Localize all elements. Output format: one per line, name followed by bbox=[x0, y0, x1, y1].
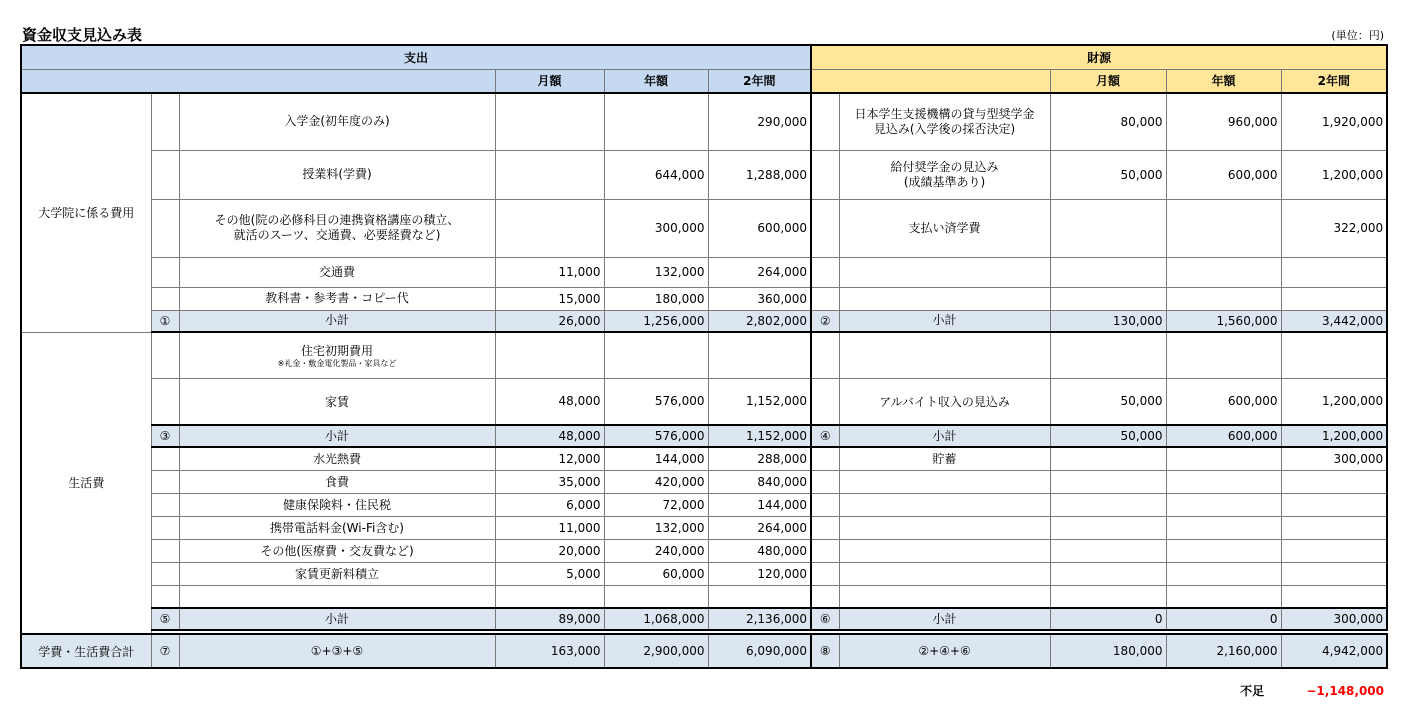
income-item: 小計 bbox=[839, 608, 1050, 630]
income-annual bbox=[1166, 447, 1281, 470]
table-row bbox=[21, 287, 1387, 310]
housing-initial-label: 住宅初期費用 bbox=[300, 343, 373, 358]
unit-label: (単位：円) bbox=[1331, 29, 1384, 42]
income-mark bbox=[811, 585, 839, 608]
income-mark bbox=[811, 516, 839, 539]
income-monthly bbox=[1050, 447, 1166, 470]
expense-item: 水光熱費 bbox=[179, 447, 495, 470]
expense-item: 授業料(学費) bbox=[179, 150, 495, 199]
income-header: 財源 bbox=[811, 45, 1387, 69]
expense-item: 交通費 bbox=[179, 257, 495, 287]
income-item: 支払い済学費 bbox=[839, 199, 1050, 257]
expense-monthly: 6,000 bbox=[495, 493, 604, 516]
income-annual bbox=[1166, 562, 1281, 585]
expense-item: 健康保険料・住民税 bbox=[179, 493, 495, 516]
part-time-monthly: 50,000 bbox=[1050, 378, 1166, 425]
expense-monthly: 15,000 bbox=[495, 287, 604, 310]
expense-mark: ⑤ bbox=[151, 608, 179, 630]
expense-monthly: 163,000 bbox=[495, 634, 604, 668]
table-row bbox=[21, 447, 1387, 470]
income-mark bbox=[811, 257, 839, 287]
expense-annual: 60,000 bbox=[604, 562, 708, 585]
table-row bbox=[21, 562, 1387, 585]
income-item bbox=[839, 562, 1050, 585]
rent-item: 家賃 bbox=[179, 378, 495, 425]
expense-monthly bbox=[495, 199, 604, 257]
income-value bbox=[1050, 332, 1166, 378]
part-time-annual: 600,000 bbox=[1166, 378, 1281, 425]
part-time-item: アルバイト収入の見込み bbox=[839, 378, 1050, 425]
expense-annual: 2,900,000 bbox=[604, 634, 708, 668]
housing-initial-note: ※礼金・敷金電化製品・家具など bbox=[277, 358, 397, 368]
expense-item: 小計 bbox=[179, 608, 495, 630]
expense-annual: 1,068,000 bbox=[604, 608, 708, 630]
expense-monthly: 5,000 bbox=[495, 562, 604, 585]
income-value bbox=[1166, 332, 1281, 378]
income-monthly: 130,000 bbox=[1050, 310, 1166, 332]
table-row bbox=[21, 516, 1387, 539]
expense-mark bbox=[151, 257, 179, 287]
income-monthly bbox=[1050, 562, 1166, 585]
expense-two-year: 1,288,000 bbox=[708, 150, 811, 199]
expense-two-year-header: 2年間 bbox=[708, 69, 811, 93]
income-mark bbox=[811, 332, 839, 378]
expense-monthly: 12,000 bbox=[495, 447, 604, 470]
expense-item: その他(医療費・交友費など) bbox=[179, 539, 495, 562]
income-monthly: 50,000 bbox=[1050, 425, 1166, 447]
income-annual: 1,560,000 bbox=[1166, 310, 1281, 332]
income-subheader-blank bbox=[811, 69, 1050, 93]
income-monthly: 50,000 bbox=[1050, 150, 1166, 199]
expense-annual: 576,000 bbox=[604, 425, 708, 447]
table-row bbox=[21, 634, 1387, 668]
expense-annual-header: 年額 bbox=[604, 69, 708, 93]
expense-item bbox=[179, 585, 495, 608]
expense-item: 小計 bbox=[179, 425, 495, 447]
income-annual: 0 bbox=[1166, 608, 1281, 630]
sheet-title: 資金収支見込み表 bbox=[22, 26, 143, 44]
expense-item: その他(院の必修科目の連携資格講座の積立、 就活のスーツ、交通費、必要経費など) bbox=[179, 199, 495, 257]
income-two-year bbox=[1281, 539, 1387, 562]
expense-item: 小計 bbox=[179, 310, 495, 332]
income-mark bbox=[811, 93, 839, 150]
income-value bbox=[1281, 332, 1387, 378]
expense-annual: 72,000 bbox=[604, 493, 708, 516]
shortage-label: 不足 bbox=[1240, 684, 1265, 698]
income-annual bbox=[1166, 287, 1281, 310]
income-annual: 600,000 bbox=[1166, 425, 1281, 447]
income-annual: 600,000 bbox=[1166, 150, 1281, 199]
income-annual bbox=[1166, 585, 1281, 608]
expense-annual: 300,000 bbox=[604, 199, 708, 257]
income-monthly bbox=[1050, 516, 1166, 539]
expense-item: 家賃更新料積立 bbox=[179, 562, 495, 585]
income-item: ②+④+⑥ bbox=[839, 634, 1050, 668]
income-item bbox=[839, 257, 1050, 287]
expense-two-year bbox=[708, 585, 811, 608]
expense-annual bbox=[604, 585, 708, 608]
income-item bbox=[839, 287, 1050, 310]
expense-monthly: 11,000 bbox=[495, 257, 604, 287]
rent-monthly: 48,000 bbox=[495, 378, 604, 425]
income-annual-header: 年額 bbox=[1166, 69, 1281, 93]
expense-mark bbox=[151, 447, 179, 470]
expense-item: 携帯電話料金(Wi-Fi含む) bbox=[179, 516, 495, 539]
income-monthly bbox=[1050, 539, 1166, 562]
income-annual bbox=[1166, 516, 1281, 539]
expense-two-year: 264,000 bbox=[708, 257, 811, 287]
expense-two-year: 6,090,000 bbox=[708, 634, 811, 668]
income-two-year: 300,000 bbox=[1281, 608, 1387, 630]
expense-mark bbox=[151, 378, 179, 425]
income-item: 日本学生支援機構の貸与型奨学金 見込み(入学後の採否決定) bbox=[839, 93, 1050, 150]
expense-monthly: 35,000 bbox=[495, 470, 604, 493]
table-row bbox=[21, 257, 1387, 287]
income-mark bbox=[811, 199, 839, 257]
expense-subheader-blank bbox=[21, 69, 495, 93]
income-annual: 2,160,000 bbox=[1166, 634, 1281, 668]
income-item: 給付奨学金の見込み (成績基準あり) bbox=[839, 150, 1050, 199]
table-row bbox=[21, 332, 1387, 378]
income-two-year bbox=[1281, 585, 1387, 608]
expense-mark: ① bbox=[151, 310, 179, 332]
income-mark bbox=[811, 447, 839, 470]
expense-annual: 132,000 bbox=[604, 257, 708, 287]
expense-monthly: 11,000 bbox=[495, 516, 604, 539]
income-two-year: 1,200,000 bbox=[1281, 425, 1387, 447]
income-two-year bbox=[1281, 287, 1387, 310]
expense-monthly: 26,000 bbox=[495, 310, 604, 332]
income-monthly bbox=[1050, 585, 1166, 608]
expense-mark bbox=[151, 539, 179, 562]
expense-mark: ⑦ bbox=[151, 634, 179, 668]
expense-mark bbox=[151, 93, 179, 150]
income-monthly bbox=[1050, 470, 1166, 493]
table-row bbox=[21, 585, 1387, 608]
income-two-year bbox=[1281, 516, 1387, 539]
income-monthly bbox=[1050, 199, 1166, 257]
income-monthly: 180,000 bbox=[1050, 634, 1166, 668]
expense-annual: 132,000 bbox=[604, 516, 708, 539]
shortage-summary bbox=[1240, 682, 1384, 699]
income-two-year: 322,000 bbox=[1281, 199, 1387, 257]
expense-annual: 240,000 bbox=[604, 539, 708, 562]
income-item: 小計 bbox=[839, 425, 1050, 447]
expense-two-year: 480,000 bbox=[708, 539, 811, 562]
income-annual bbox=[1166, 539, 1281, 562]
income-two-year-header: 2年間 bbox=[1281, 69, 1387, 93]
expense-mark bbox=[151, 287, 179, 310]
income-annual bbox=[1166, 199, 1281, 257]
income-annual bbox=[1166, 493, 1281, 516]
expense-mark bbox=[151, 516, 179, 539]
expense-mark bbox=[151, 199, 179, 257]
rent-annual: 576,000 bbox=[604, 378, 708, 425]
income-mark: ④ bbox=[811, 425, 839, 447]
income-monthly: 80,000 bbox=[1050, 93, 1166, 150]
expense-item: ①+③+⑤ bbox=[179, 634, 495, 668]
income-two-year bbox=[1281, 562, 1387, 585]
part-time-two-year: 1,200,000 bbox=[1281, 378, 1387, 425]
expense-annual bbox=[604, 93, 708, 150]
expense-mark: ③ bbox=[151, 425, 179, 447]
expense-two-year: 1,152,000 bbox=[708, 425, 811, 447]
income-mark: ⑥ bbox=[811, 608, 839, 630]
table-row bbox=[21, 93, 1387, 150]
income-annual bbox=[1166, 470, 1281, 493]
expense-two-year: 120,000 bbox=[708, 562, 811, 585]
income-monthly bbox=[1050, 493, 1166, 516]
expense-monthly-header: 月額 bbox=[495, 69, 604, 93]
expense-value bbox=[495, 332, 604, 378]
expense-two-year: 600,000 bbox=[708, 199, 811, 257]
income-mark bbox=[811, 378, 839, 425]
income-mark bbox=[811, 539, 839, 562]
table-row bbox=[21, 310, 1387, 332]
expense-monthly: 48,000 bbox=[495, 425, 604, 447]
expense-two-year: 264,000 bbox=[708, 516, 811, 539]
income-two-year: 1,920,000 bbox=[1281, 93, 1387, 150]
expense-item: 食費 bbox=[179, 470, 495, 493]
income-two-year: 1,200,000 bbox=[1281, 150, 1387, 199]
table-row bbox=[21, 425, 1387, 447]
income-mark bbox=[811, 287, 839, 310]
expense-value bbox=[708, 332, 811, 378]
expense-annual: 644,000 bbox=[604, 150, 708, 199]
expense-mark bbox=[151, 493, 179, 516]
table-row bbox=[21, 539, 1387, 562]
expense-mark bbox=[151, 150, 179, 199]
expense-two-year: 840,000 bbox=[708, 470, 811, 493]
income-value bbox=[839, 332, 1050, 378]
income-annual bbox=[1166, 257, 1281, 287]
table-row bbox=[21, 493, 1387, 516]
income-monthly bbox=[1050, 287, 1166, 310]
expense-header: 支出 bbox=[21, 45, 811, 69]
table-row bbox=[21, 378, 1387, 425]
income-item bbox=[839, 539, 1050, 562]
income-two-year: 300,000 bbox=[1281, 447, 1387, 470]
income-item bbox=[839, 585, 1050, 608]
income-item bbox=[839, 470, 1050, 493]
expense-annual: 180,000 bbox=[604, 287, 708, 310]
expense-two-year: 290,000 bbox=[708, 93, 811, 150]
expense-monthly bbox=[495, 93, 604, 150]
income-item: 小計 bbox=[839, 310, 1050, 332]
income-mark: ② bbox=[811, 310, 839, 332]
expense-two-year: 144,000 bbox=[708, 493, 811, 516]
income-monthly-header: 月額 bbox=[1050, 69, 1166, 93]
section-grad-label: 大学院に係る費用 bbox=[21, 93, 151, 332]
budget-table bbox=[20, 44, 1387, 669]
expense-mark bbox=[151, 332, 179, 378]
income-two-year: 3,442,000 bbox=[1281, 310, 1387, 332]
expense-two-year: 360,000 bbox=[708, 287, 811, 310]
expense-two-year: 288,000 bbox=[708, 447, 811, 470]
expense-mark bbox=[151, 562, 179, 585]
income-mark bbox=[811, 562, 839, 585]
expense-monthly: 89,000 bbox=[495, 608, 604, 630]
expense-annual: 1,256,000 bbox=[604, 310, 708, 332]
income-mark bbox=[811, 470, 839, 493]
expense-item: 入学金(初年度のみ) bbox=[179, 93, 495, 150]
expense-mark bbox=[151, 470, 179, 493]
expense-monthly: 20,000 bbox=[495, 539, 604, 562]
income-two-year bbox=[1281, 257, 1387, 287]
income-two-year: 4,942,000 bbox=[1281, 634, 1387, 668]
income-two-year bbox=[1281, 493, 1387, 516]
expense-annual: 420,000 bbox=[604, 470, 708, 493]
income-monthly: 0 bbox=[1050, 608, 1166, 630]
table-row bbox=[21, 199, 1387, 257]
income-mark bbox=[811, 150, 839, 199]
expense-mark bbox=[151, 585, 179, 608]
expense-value bbox=[604, 332, 708, 378]
section-life-label: 生活費 bbox=[21, 332, 151, 634]
income-annual: 960,000 bbox=[1166, 93, 1281, 150]
total-label: 学費・生活費合計 bbox=[21, 634, 151, 668]
income-item: 貯蓄 bbox=[839, 447, 1050, 470]
expense-item: 教科書・参考書・コピー代 bbox=[179, 287, 495, 310]
shortage-value: −1,148,000 bbox=[1306, 684, 1384, 698]
expense-annual: 144,000 bbox=[604, 447, 708, 470]
rent-two-year: 1,152,000 bbox=[708, 378, 811, 425]
income-mark bbox=[811, 493, 839, 516]
table-row bbox=[21, 150, 1387, 199]
expense-monthly bbox=[495, 150, 604, 199]
expense-two-year: 2,802,000 bbox=[708, 310, 811, 332]
income-two-year bbox=[1281, 470, 1387, 493]
income-mark: ⑧ bbox=[811, 634, 839, 668]
expense-two-year: 2,136,000 bbox=[708, 608, 811, 630]
income-monthly bbox=[1050, 257, 1166, 287]
housing-initial-item bbox=[179, 332, 495, 378]
income-item bbox=[839, 516, 1050, 539]
table-row bbox=[21, 608, 1387, 630]
table-row bbox=[21, 470, 1387, 493]
income-item bbox=[839, 493, 1050, 516]
expense-monthly bbox=[495, 585, 604, 608]
